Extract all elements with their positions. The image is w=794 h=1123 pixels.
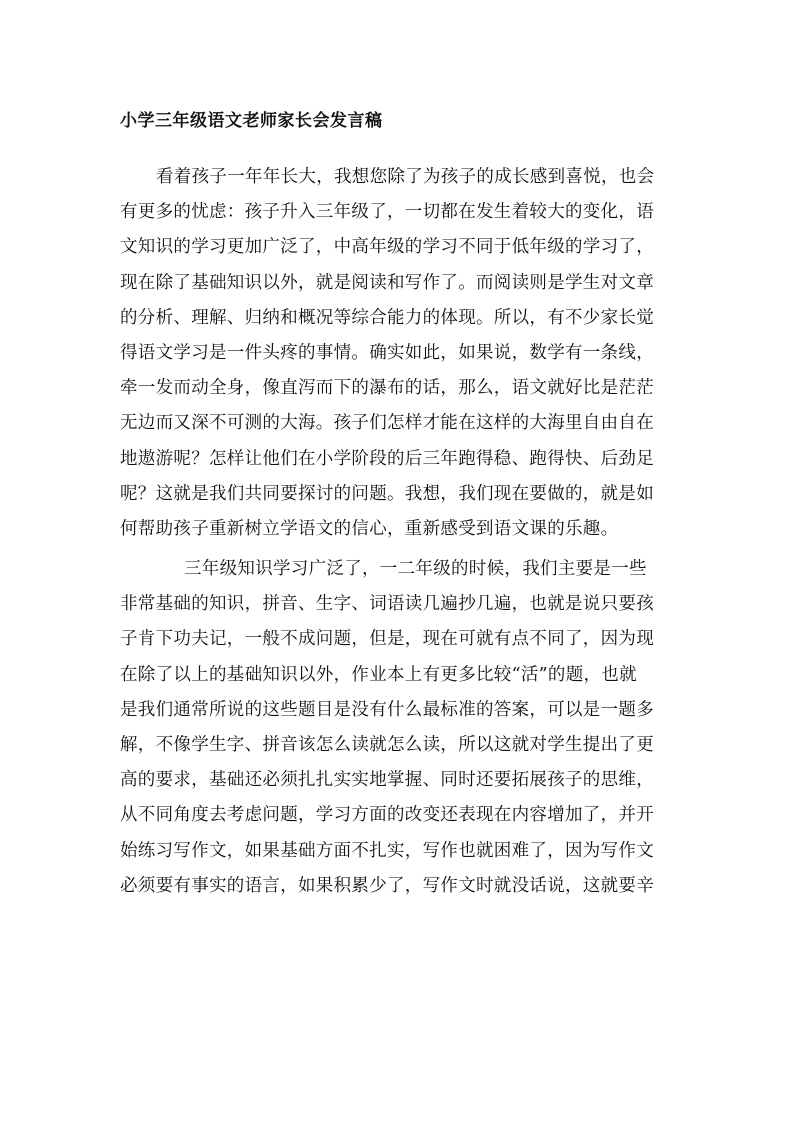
paragraph-1-line-11: 何帮助孩子重新树立学语文的信心，重新感受到语文课的乐趣。 [120, 518, 619, 539]
paragraph-1-line-1: 看着孩子一年年长大，我想您除了为孩子的成长感到喜悦，也会 [156, 167, 655, 187]
paragraph-1-line-8: 无边而又深不可测的大海。孩子们怎样才能在这样的大海里自由自在 [120, 413, 654, 434]
paragraph-1-line-7: 牵一发而动全身，像直泻而下的瀑布的话，那么，语文就好比是茫茫 [120, 378, 654, 399]
paragraph-2-line-6: 解，不像学生字、拼音该怎么读就怎么读，所以这就对学生提出了更 [120, 735, 654, 755]
paragraph-1-line-3: 文知识的学习更加广泛了，中高年级的学习不同于低年级的学习了， [120, 237, 654, 258]
paragraph-1-line-4: 现在除了基础知识以外，就是阅读和写作了。而阅读则是学生对文章 [120, 272, 654, 293]
paragraph-1-line-6: 得语文学习是一件头疼的事情。确实如此，如果说，数学有一条线， [120, 342, 654, 363]
paragraph-2-line-4: 在除了以上的基础知识以外，作业本上有更多比较“活”的题，也就 [120, 664, 637, 685]
paragraph-2-line-9: 始练习写作文，如果基础方面不扎实，写作也就困难了，因为写作文 [120, 840, 654, 861]
paragraph-2-line-1: 三年级知识学习广泛了，一二年级的时候，我们主要是一些 [184, 559, 647, 580]
document-body [120, 160, 680, 904]
paragraph-2-line-5: 是我们通常所说的这些题目是没有什么最标准的答案，可以是一题多 [120, 699, 654, 720]
paragraph-1-line-2: 有更多的忧虑：孩子升入三年级了，一切都在发生着较大的变化，语 [120, 202, 654, 223]
paragraph-1-line-5: 的分析、理解、归纳和概况等综合能力的体现。所以，有不少家长觉 [120, 307, 654, 328]
paragraph-2-line-3: 子肯下功夫记，一般不成问题，但是，现在可就有点不同了，因为现 [120, 629, 654, 650]
document-title: 小学三年级语文老师家长会发言稿 [120, 111, 383, 131]
paragraph-2-line-2: 非常基础的知识，拼音、生字、词语读几遍抄几遍，也就是说只要孩 [120, 594, 654, 615]
paragraph-2-line-7: 高的要求，基础还必须扎扎实实地掌握、同时还要拓展孩子的思维， [120, 770, 654, 791]
paragraph-2-line-8: 从不同角度去考虑问题，学习方面的改变还表现在内容增加了，并开 [120, 805, 654, 826]
paragraph-2-line-10: 必须要有事实的语言，如果积累少了，写作文时就没话说，这就要辛 [120, 875, 654, 896]
paragraph-1-line-9: 地遨游呢？怎样让他们在小学阶段的后三年跑得稳、跑得快、后劲足 [120, 448, 654, 469]
paragraph-1-line-10: 呢？这就是我们共同要探讨的问题。我想，我们现在要做的，就是如 [120, 483, 654, 504]
